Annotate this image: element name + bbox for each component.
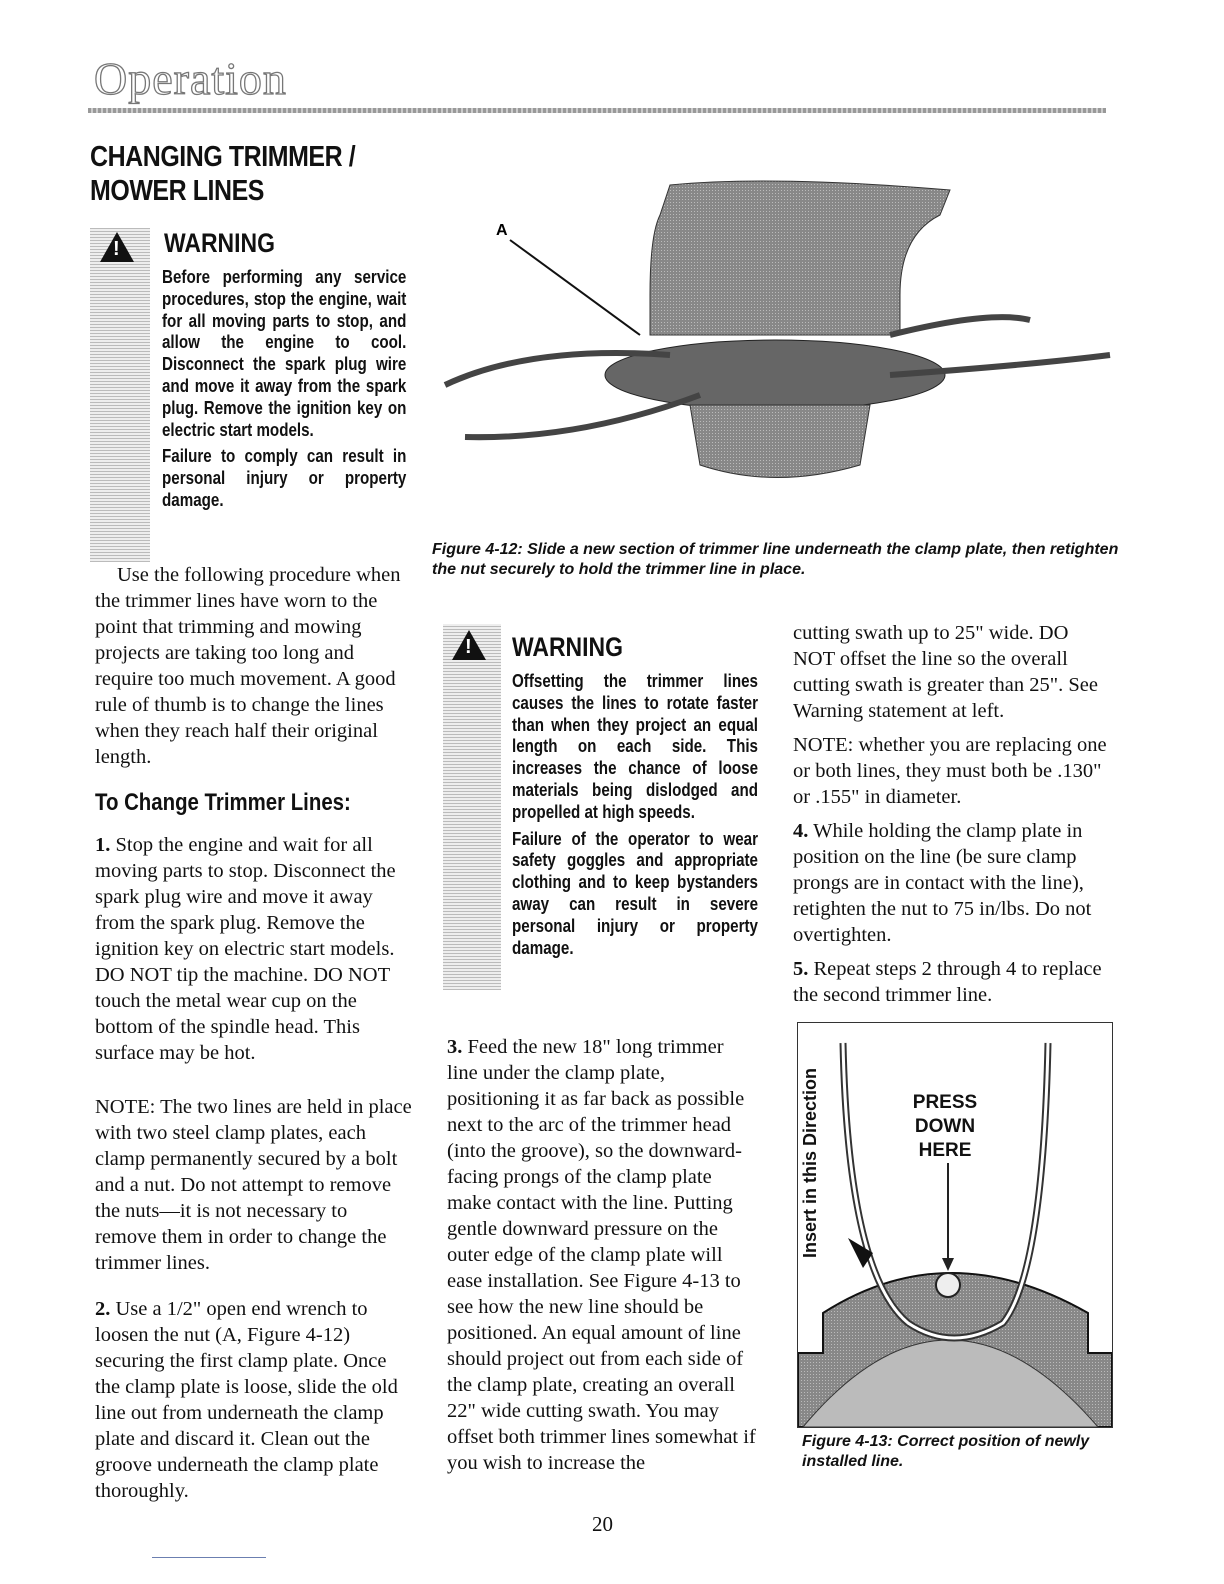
insert-direction-label: Insert in this Direction [800,1067,820,1258]
subheading: To Change Trimmer Lines: [95,789,351,816]
left-column [95,562,413,1524]
warning-paragraph: Before performing any service procedures, stop the engine, wait for all moving parts to stop, and allow the engine to cool. Disconnect the spark plug wire and move it away from the spark plug. Remove the ignition key on electric start models. [162,266,407,440]
step-2: 2. Use a 1/2" open end wrench to loosen the nut (A, Figure 4-12) securing the first clamp plate. Once the clamp plate is loose, slide the old line out from underneath the clamp plate and discard it. Clean out the groove underneath the clamp plate thoroughly. [95,1298,398,1502]
warning-paragraph: Offsetting the trimmer lines causes the lines to rotate faster than when they project an equal length on each side. This increases the chance of loose materials being dislodged and propelled at high speeds. [512,670,758,822]
warning-title: WARNING [512,632,623,662]
step-5: 5. Repeat steps 2 through 4 to replace the second trimmer line. [793,958,1102,1006]
step-3: 3. Feed the new 18" long trimmer line under the clamp plate, positioning it as far back as possible next to the arc of the trimmer head (into the groove), so the downward-facing prongs of the clamp plate make contact with the line. Putting gentle downward pressure on the outer edge of the clamp plate will ease installation. See Figure 4-13 to see how the new line should be positioned. An equal amount of line should project out from each side of the clamp plate, creating an overall 22" wide cutting swath. You may offset both trimmer lines somewhat if you wish to increase the [447,1036,756,1474]
warning-text [512,670,758,963]
middle-column [447,1034,759,1496]
section-header: Operation [94,53,287,104]
right-column [793,620,1111,1028]
note-paragraph: NOTE: whether you are replacing one or both lines, they must both be .130" or .155" in diameter. [793,734,1107,808]
intro-paragraph: Use the following procedure when the trimmer lines have worn to the point that trimming and mowing projects are taking too long and require too much movement. A good rule of thumb is to change the lines when they reach half their original length. [95,564,401,768]
press-down-label: PRESS DOWN HERE [912,1092,978,1161]
figure-4-12-caption: Figure 4-12: Slide a new section of trimmer line underneath the clamp plate, then retighten the nut securely to hold the trimmer line in place. [432,541,1119,578]
header-rule [88,108,1106,113]
warning-stripe [443,624,501,990]
nut-icon [936,1273,960,1297]
warning-icon: ! [452,630,486,660]
continued-paragraph: cutting swath up to 25" wide. DO NOT offset the line so the overall cutting swath is greater than 25". See Warning statement at left. [793,622,1098,722]
step-4: 4. While holding the clamp plate in position on the line (be sure clamp prongs are in contact with the line), retighten the nut to 75 in/lbs. Do not overtighten. [793,820,1092,946]
note-paragraph: NOTE: The two lines are held in place with two steel clamp plates, each clamp permanently secured by a bolt and a nut. Do not attempt to remove the nuts—it is not necessary to remove them in order to change the trimmer lines. [95,1096,412,1274]
step-1: 1. Stop the engine and wait for all moving parts to stop. Disconnect the spark plug wire and move it away from the spark plug. Remove the ignition key on electric start models. DO NOT tip the machine. DO NOT touch the metal wear cup on the bottom of the spindle head. This surface may be hot. [95,834,396,1064]
callout-line [510,240,640,335]
warning-stripe [90,228,150,562]
warning-icon: ! [100,232,134,262]
warning-paragraph: Failure of the operator to wear safety goggles and appropriate clothing and to keep bystanders away can result in severe personal injury or property damage. [512,827,758,958]
footer-line [152,1557,266,1558]
warning-title: WARNING [164,228,275,258]
warning-paragraph: Failure to comply can result in personal injury or property damage. [162,445,407,510]
figure-4-13 [797,1022,1113,1428]
page-number: 20 [592,1512,613,1536]
callout-label: A [496,222,508,239]
figure-4-13-caption: Figure 4-13: Correct position of newly installed line. [802,1433,1090,1470]
figure-4-12-trimmer-head [430,175,1120,495]
clamp-plate-diagram [798,1023,1112,1427]
page-title: CHANGING TRIMMER / MOWER LINES [90,141,356,207]
warning-text [162,266,406,516]
